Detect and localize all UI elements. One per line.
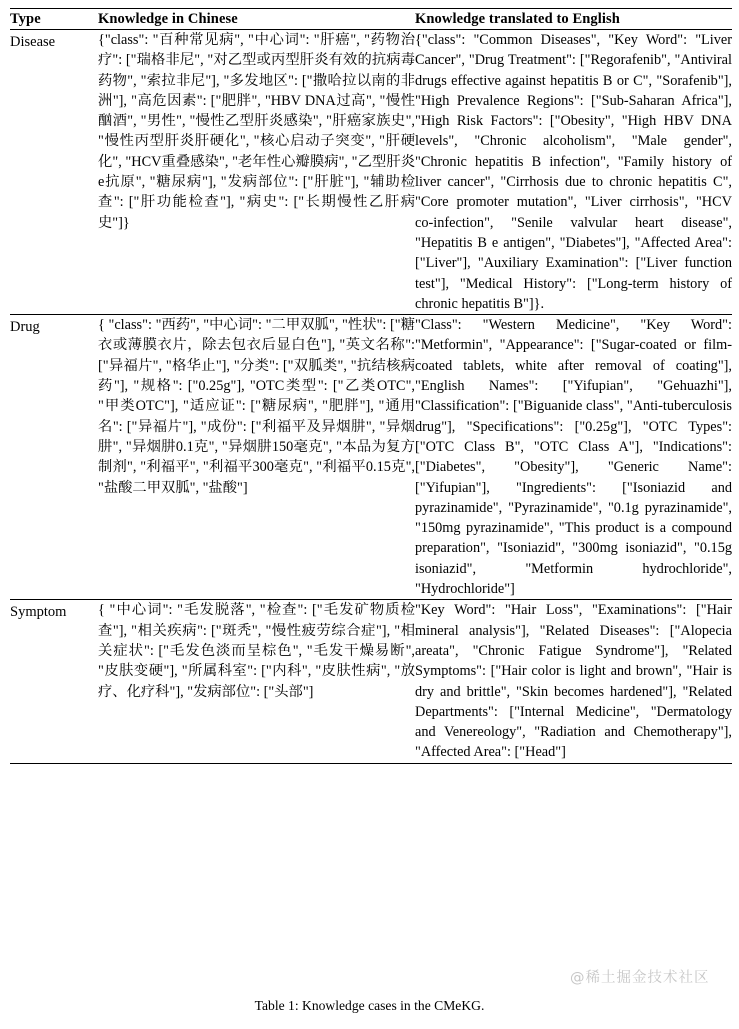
header-label-type: Type	[10, 11, 41, 27]
row-chinese-text: { "class": "西药", "中心词": "二甲双胍", "性状": ["糖衣或薄膜衣片，除去包衣后显白色"], "英文名称": ["异福片", "格华止"], "分类": ["双胍类", "抗结核病药"], "规格": ["0.25g"], "OTC类型": ["乙类OTC", "甲类OTC"], "适应证": ["糖尿病", "肥胖"], "通用名": ["异福片"], "成份": ["利福平及异烟肼", "异烟肼", "异烟肼0.1克", "异烟肼150毫克", "本品为复方制剂", "利福平", "利福平300毫克", "利福平0.15克", "盐酸二甲双胍", "盐酸"]	[98, 317, 415, 496]
row-chinese-text: {"class": "百种常见病", "中心词": "肝癌", "药物治疗": ["瑞格非尼", "对乙型或丙型肝炎有效的抗病毒药物", "索拉非尼"], "多发地区": ["撒哈拉以南的非洲"], "高危因素": ["肥胖", "HBV DNA过高", "慢性酗酒", "男性", "慢性乙型肝炎感染", "肝癌家族史", "慢性丙型肝炎肝硬化", "核心启动子突变", "肝硬化", "HCV重叠感染", "老年性心瓣膜病", "乙型肝炎e抗原", "糖尿病"], "发病部位": ["肝脏"], "辅助检查": ["肝功能检查"], "病史": ["长期慢性乙肝病史"]}	[98, 32, 415, 231]
header-cell-english	[415, 9, 732, 30]
row-type-cell	[10, 600, 98, 763]
row-chinese-cell	[98, 30, 415, 315]
row-english-text: "Class": "Western Medicine", "Key Word": "Metformin", "Appearance": ["Sugar-coated or film-coated tablets, white after removal of coating"], "English Names": ["Yifupian", "Gehuazhi"], "Classification": ["Biguanide class", "Anti-tuberculosis drug"], "Specifications": ["0.25g"], "OTC Types": ["OTC Class B", "OTC Class A"], "Indications": ["Diabetes", "Obesity"], "Generic Name": ["Yifupian"], "Ingredients": ["Isoniazid and pyrazinamide", "Pyrazinamide", "0.1g pyrazinamide", "150mg pyrazinamide", "This product is a compound preparation", "Isoniazid", "300mg isoniazid", "0.15g isoniazid", "Metformin hydrochloride", "Hydrochloride"]	[415, 317, 732, 598]
row-chinese-cell	[98, 600, 415, 763]
watermark-text: @稀土掘金技术社区	[570, 970, 710, 986]
header-label-english: Knowledge translated to English	[415, 11, 620, 27]
table-header-row	[10, 9, 732, 30]
header-cell-type	[10, 9, 98, 30]
row-english-text: {"class": "Common Diseases", "Key Word": "Liver Cancer", "Drug Treatment": ["Regorafenib", "Antiviral drugs effective against hepatitis B or C", "Sorafenib"], "High Prevalence Regions": ["Sub-Saharan Africa"], "High Risk Factors": ["Obesity", "High HBV DNA levels", "Chronic alcoholism", "Male gender", "Chronic hepatitis B infection", "Family history of liver cancer", "Cirrhosis due to chronic hepatitis C", "Core promoter mutation", "Liver cirrhosis", "HCV co-infection", "Senile valvular heart disease", "Hepatitis B e antigen", "Diabetes"], "Affected Area": ["Liver"], "Auxiliary Examination": ["Liver function test"], "Medical History": ["Long-term history of chronic hepatitis B"]}.	[415, 32, 732, 312]
table-row	[10, 315, 732, 600]
row-type-label: Drug	[10, 319, 40, 336]
row-english-cell	[415, 30, 732, 315]
table-row	[10, 600, 732, 763]
row-chinese-cell	[98, 315, 415, 600]
header-label-chinese: Knowledge in Chinese	[98, 11, 238, 27]
row-chinese-text: { "中心词": "毛发脱落", "检查": ["毛发矿物质检查"], "相关疾病": ["斑秃", "慢性疲劳综合症"], "相关症状": ["毛发色淡而呈棕色", "毛发干燥易断", "皮肤变硬"], "所属科室": ["内科", "皮肤性病", "放疗、化疗科"], "发病部位": ["头部"]	[98, 602, 415, 700]
row-english-cell	[415, 600, 732, 763]
table-row	[10, 30, 732, 315]
row-type-label: Symptom	[10, 604, 67, 621]
row-english-text: "Key Word": "Hair Loss", "Examinations": ["Hair mineral analysis"], "Related Diseases": ["Alopecia areata", "Chronic Fatigue Syndrome"], "Related Symptoms": ["Hair color is light and brown", "Hair is dry and brittle", "Skin becomes hardened"], "Related Departments": ["Internal Medicine", "Dermatology and Venereology", "Radiation and Chemotherapy"], "Affected Area": ["Head"]	[415, 602, 732, 761]
header-cell-chinese	[98, 9, 415, 30]
row-type-label: Disease	[10, 34, 56, 50]
table-caption: Table 1: Knowledge cases in the CMeKG.	[254, 998, 485, 1013]
knowledge-cases-table	[10, 8, 732, 764]
row-type-cell	[10, 30, 98, 315]
row-type-cell	[10, 315, 98, 600]
row-english-cell	[415, 315, 732, 600]
